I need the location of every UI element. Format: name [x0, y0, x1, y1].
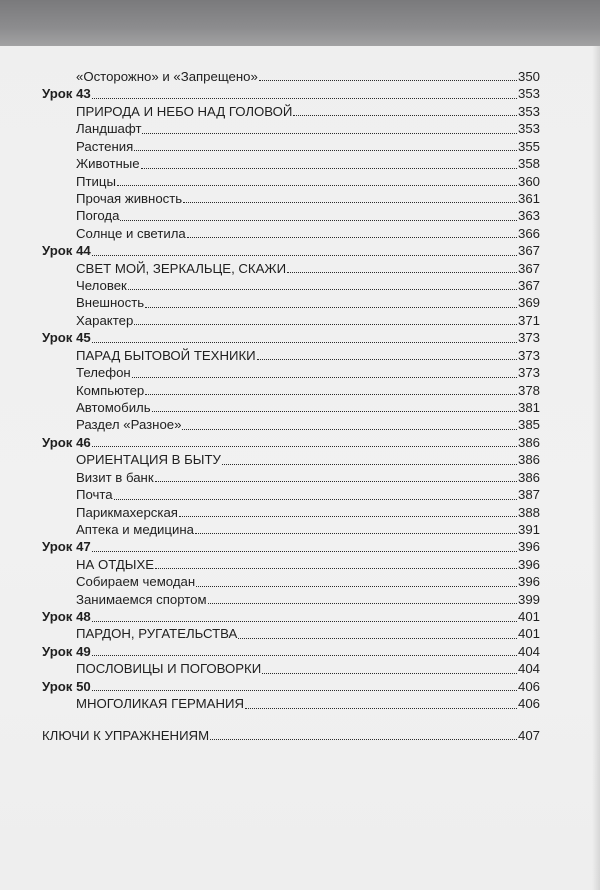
toc-page-number: 385	[517, 417, 540, 433]
toc-entry-title: Урок 46	[42, 434, 91, 450]
toc-dot-leader	[92, 254, 517, 256]
toc-page-number: 373	[517, 365, 540, 381]
toc-dot-leader	[210, 738, 517, 740]
toc-dot-leader	[293, 114, 517, 116]
toc-page-number: 396	[517, 539, 540, 555]
toc-entry-title: ПАРАД БЫТОВОЙ ТЕХНИКИ	[76, 347, 256, 363]
toc-row	[42, 120, 540, 137]
toc-row	[42, 294, 540, 311]
toc-page-number: 391	[517, 521, 540, 537]
toc-lesson-row	[42, 242, 540, 259]
toc-entry-title: МНОГОЛИКАЯ ГЕРМАНИЯ	[76, 696, 244, 712]
toc-entry-title: Занимаемся спортом	[76, 591, 207, 607]
toc-entry-title: Собираем чемодан	[76, 574, 196, 590]
toc-dot-leader	[238, 637, 517, 639]
toc-dot-leader	[134, 149, 517, 151]
toc-dot-leader	[152, 410, 517, 412]
toc-entry-title: ПАРДОН, РУГАТЕЛЬСТВА	[76, 626, 238, 642]
toc-page-number: 353	[517, 86, 540, 102]
toc-row	[42, 207, 540, 224]
toc-dot-leader	[92, 689, 517, 691]
scan-top-edge	[0, 0, 600, 46]
toc-page-number: 404	[517, 661, 540, 677]
toc-lesson-row	[42, 608, 540, 625]
toc-entry-title: Солнце и светила	[76, 225, 186, 241]
toc-page-number: 361	[517, 190, 540, 206]
toc-row	[42, 591, 540, 608]
toc-answer-keys-row	[42, 727, 540, 744]
toc-dot-leader	[179, 515, 517, 517]
toc-page-number: 404	[517, 643, 540, 659]
toc-row	[42, 190, 540, 207]
toc-entry-title: Урок 47	[42, 539, 91, 555]
toc-entry-title: Аптека и медицина	[76, 521, 194, 537]
toc-page-number: 399	[517, 591, 540, 607]
toc-page-number: 386	[517, 469, 540, 485]
toc-page-number: 360	[517, 173, 540, 189]
toc-page-number: 386	[517, 452, 540, 468]
toc-dot-leader	[92, 341, 517, 343]
toc-entry-title: Человек	[76, 278, 127, 294]
toc-dot-leader	[145, 306, 517, 308]
toc-row	[42, 138, 540, 155]
toc-entry-title: Парикмахерская	[76, 504, 178, 520]
toc-page-number: 353	[517, 121, 540, 137]
toc-row	[42, 451, 540, 468]
toc-lesson-row	[42, 85, 540, 102]
toc-dot-leader	[155, 480, 517, 482]
toc-page-number: 396	[517, 574, 540, 590]
toc-page-number: 350	[517, 68, 540, 84]
toc-row	[42, 277, 540, 294]
toc-entry-title: «Осторожно» и «Запрещено»	[76, 68, 258, 84]
toc-page-number: 367	[517, 260, 540, 276]
toc-page-number: 387	[517, 487, 540, 503]
toc-entry-title: Урок 45	[42, 330, 91, 346]
toc-lesson-row	[42, 678, 540, 695]
toc-page-number: 373	[517, 347, 540, 363]
toc-dot-leader	[132, 376, 517, 378]
toc-dot-leader	[92, 97, 517, 99]
toc-dot-leader	[183, 201, 517, 203]
toc-dot-leader	[259, 79, 517, 81]
toc-row	[42, 504, 540, 521]
toc-row	[42, 225, 540, 242]
toc-entry-title: Ландшафт	[76, 121, 142, 137]
toc-row	[42, 347, 540, 364]
toc-row	[42, 155, 540, 172]
toc-row	[42, 312, 540, 329]
toc-page-number: 367	[517, 243, 540, 259]
toc-dot-leader	[145, 393, 517, 395]
toc-page-number: 396	[517, 556, 540, 572]
toc-dot-leader	[120, 219, 517, 221]
toc-row	[42, 660, 540, 677]
toc-entry-title: Автомобиль	[76, 400, 151, 415]
toc-entry-title: Прочая живность	[76, 190, 183, 206]
table-of-contents	[42, 68, 540, 744]
toc-entry-title: Растения	[76, 138, 134, 154]
toc-page-number: 378	[517, 382, 540, 398]
toc-dot-leader	[141, 167, 517, 169]
toc-dot-leader	[182, 428, 517, 430]
toc-row	[42, 556, 540, 573]
toc-entry-title: Раздел «Разное»	[76, 417, 182, 433]
toc-dot-leader	[142, 132, 517, 134]
toc-page-number: 407	[517, 727, 540, 743]
toc-entry-title: Компьютер	[76, 382, 145, 398]
toc-entry-title: Урок 48	[42, 609, 91, 625]
toc-entry-title: Характер	[76, 312, 134, 328]
toc-entry-title: СВЕТ МОЙ, ЗЕРКАЛЬЦЕ, СКАЖИ	[76, 260, 287, 276]
toc-entry-title: КЛЮЧИ К УПРАЖНЕНИЯМ	[42, 727, 210, 743]
toc-row	[42, 521, 540, 538]
toc-entry-title: Урок 49	[42, 643, 91, 659]
toc-dot-leader	[128, 288, 517, 290]
toc-page-number: 355	[517, 138, 540, 154]
toc-entry-title: Урок 50	[42, 678, 91, 694]
toc-entry-title: Почта	[76, 487, 113, 503]
toc-dot-leader	[155, 567, 517, 569]
toc-dot-leader	[92, 620, 517, 622]
toc-dot-leader	[114, 498, 517, 500]
toc-page-number: 353	[517, 103, 540, 119]
toc-entry-title: НА ОТДЫХЕ	[76, 556, 155, 572]
toc-page-number: 373	[517, 330, 540, 346]
toc-entry-title: Урок 44	[42, 243, 91, 259]
toc-dot-leader	[195, 532, 517, 534]
toc-lesson-row	[42, 329, 540, 346]
toc-dot-leader	[257, 358, 517, 360]
toc-page-number: 401	[517, 626, 540, 642]
toc-row	[42, 469, 540, 486]
toc-row	[42, 68, 540, 85]
toc-row	[42, 626, 540, 643]
toc-entry-title: Животные	[76, 156, 140, 172]
toc-page-number: 406	[517, 678, 540, 694]
toc-entry-title: Погода	[76, 208, 120, 224]
toc-dot-leader	[262, 672, 517, 674]
page-edge-shadow	[592, 46, 600, 890]
toc-row	[42, 103, 540, 120]
toc-page-number: 366	[517, 225, 540, 241]
toc-entry-title: Урок 43	[42, 86, 91, 102]
toc-row	[42, 260, 540, 277]
toc-dot-leader	[134, 323, 517, 325]
toc-entry-title: Птицы	[76, 173, 116, 189]
toc-dot-leader	[287, 271, 517, 273]
toc-dot-leader	[117, 184, 517, 186]
toc-page-number: 371	[517, 312, 540, 328]
toc-entry-title: Телефон	[76, 365, 131, 381]
toc-page-number: 381	[517, 400, 540, 415]
toc-dot-leader	[92, 445, 517, 447]
toc-page-number: 406	[517, 696, 540, 712]
toc-dot-leader	[92, 654, 517, 656]
toc-entry-title: ПОСЛОВИЦЫ И ПОГОВОРКИ	[76, 661, 262, 677]
toc-lesson-row	[42, 643, 540, 660]
toc-dot-leader	[187, 236, 517, 238]
toc-row	[42, 173, 540, 190]
toc-dot-leader	[208, 602, 517, 604]
toc-row	[42, 364, 540, 381]
toc-entry-title: ОРИЕНТАЦИЯ В БЫТУ	[76, 452, 221, 468]
toc-page-number: 388	[517, 504, 540, 520]
toc-page-number: 386	[517, 434, 540, 450]
toc-page-number: 401	[517, 609, 540, 625]
toc-dot-leader	[92, 550, 517, 552]
toc-lesson-row	[42, 538, 540, 555]
toc-entry-title: ПРИРОДА И НЕБО НАД ГОЛОВОЙ	[76, 103, 293, 119]
toc-page-number: 367	[517, 278, 540, 294]
toc-entry-title: Внешность	[76, 295, 145, 311]
toc-page-number: 358	[517, 156, 540, 172]
toc-dot-leader	[222, 463, 517, 465]
toc-dot-leader	[196, 585, 517, 587]
toc-row	[42, 416, 540, 433]
toc-row	[42, 382, 540, 399]
toc-page-number: 363	[517, 208, 540, 224]
toc-row	[42, 573, 540, 590]
toc-row	[42, 399, 540, 416]
toc-page-number: 369	[517, 295, 540, 311]
toc-row	[42, 486, 540, 503]
toc-entry-title: Визит в банк	[76, 469, 154, 485]
toc-lesson-row	[42, 434, 540, 451]
toc-row	[42, 695, 540, 712]
toc-dot-leader	[245, 707, 517, 709]
